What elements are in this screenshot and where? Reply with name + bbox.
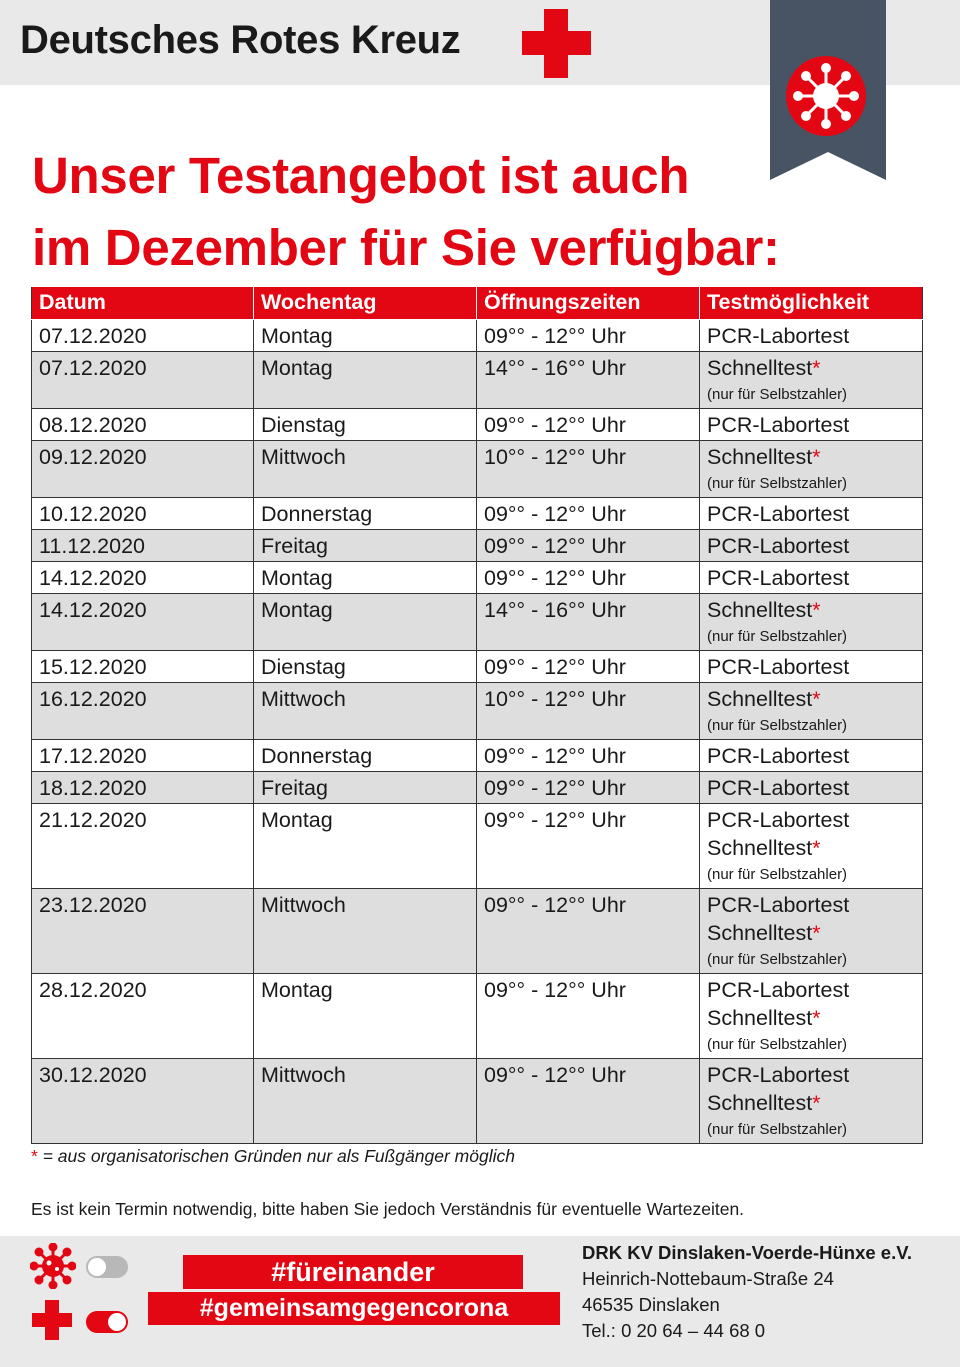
asterisk-mark: * — [812, 1005, 821, 1030]
self-payer-note: (nur für Selbstzahler) — [707, 1120, 848, 1138]
test-type-label: Schnelltest — [707, 686, 813, 711]
date-cell: 09.12.2020 — [32, 440, 254, 497]
test-type-label: Schnelltest — [707, 597, 813, 622]
test-type-label: PCR-Labortest — [707, 743, 850, 768]
address-name: DRK KV Dinslaken-Voerde-Hünxe e.V. — [582, 1242, 913, 1263]
test-type-cell — [700, 408, 923, 440]
test-type-cell — [700, 888, 923, 973]
hours-cell: 09°° - 12°° Uhr — [477, 888, 700, 973]
weekday-cell: Dienstag — [254, 408, 477, 440]
test-type-label: Schnelltest — [707, 835, 813, 860]
hours-cell: 09°° - 12°° Uhr — [477, 561, 700, 593]
hashtag-gemeinsamgegencorona: #gemeinsamgegencorona — [148, 1292, 560, 1325]
test-type-label: PCR-Labortest — [707, 565, 850, 590]
date-cell: 21.12.2020 — [32, 803, 254, 888]
test-type-cell — [700, 973, 923, 1058]
hours-cell: 10°° - 12°° Uhr — [477, 440, 700, 497]
test-type-line — [707, 564, 915, 592]
test-type-cell — [700, 561, 923, 593]
test-type-line — [707, 774, 915, 802]
test-type-label: PCR-Labortest — [707, 977, 850, 1002]
test-type-line — [707, 443, 915, 471]
test-type-label: Schnelltest — [707, 355, 813, 380]
test-type-line — [707, 322, 915, 350]
test-type-line — [707, 653, 915, 681]
table-row — [32, 351, 923, 408]
date-cell: 10.12.2020 — [32, 497, 254, 529]
test-type-label: PCR-Labortest — [707, 1062, 850, 1087]
hours-cell: 14°° - 16°° Uhr — [477, 351, 700, 408]
table-row — [32, 973, 923, 1058]
test-type-cell — [700, 319, 923, 351]
weekday-cell: Montag — [254, 593, 477, 650]
table-header-row — [32, 287, 923, 319]
test-type-cell — [700, 497, 923, 529]
table-row — [32, 771, 923, 803]
virus-icon — [30, 1243, 76, 1289]
weekday-cell: Montag — [254, 351, 477, 408]
table-row — [32, 682, 923, 739]
red-cross-small-icon — [32, 1300, 72, 1340]
table-row — [32, 319, 923, 351]
test-type-label: PCR-Labortest — [707, 654, 850, 679]
hours-cell: 09°° - 12°° Uhr — [477, 803, 700, 888]
test-type-label: Schnelltest — [707, 1090, 813, 1115]
self-payer-note: (nur für Selbstzahler) — [707, 865, 848, 883]
column-header-date: Datum — [32, 287, 254, 319]
weekday-cell: Dienstag — [254, 650, 477, 682]
weekday-cell: Mittwoch — [254, 888, 477, 973]
test-type-label: PCR-Labortest — [707, 533, 850, 558]
asterisk-mark: * — [812, 835, 821, 860]
footnote — [31, 1146, 515, 1167]
test-type-line — [707, 500, 915, 528]
table-row — [32, 529, 923, 561]
test-type-line — [707, 1004, 915, 1032]
date-cell: 15.12.2020 — [32, 650, 254, 682]
date-cell: 08.12.2020 — [32, 408, 254, 440]
test-type-line — [707, 891, 915, 919]
date-cell: 28.12.2020 — [32, 973, 254, 1058]
footnote-text: = aus organisatorischen Gründen nur als Fußgänger möglich — [42, 1146, 515, 1166]
hours-cell: 09°° - 12°° Uhr — [477, 771, 700, 803]
address-block — [582, 1240, 912, 1344]
hours-cell: 09°° - 12°° Uhr — [477, 650, 700, 682]
test-type-line — [707, 742, 915, 770]
table-row — [32, 593, 923, 650]
weekday-cell: Donnerstag — [254, 497, 477, 529]
table-row — [32, 497, 923, 529]
weekday-cell: Freitag — [254, 771, 477, 803]
asterisk-mark: * — [812, 597, 821, 622]
hours-cell: 09°° - 12°° Uhr — [477, 408, 700, 440]
address-city: 46535 Dinslaken — [582, 1294, 720, 1315]
asterisk-mark: * — [812, 686, 821, 711]
date-cell: 16.12.2020 — [32, 682, 254, 739]
address-street: Heinrich-Nottebaum-Straße 24 — [582, 1268, 834, 1289]
toggle-on-icon — [86, 1311, 128, 1333]
table-row — [32, 888, 923, 973]
test-type-line — [707, 1089, 915, 1117]
headline — [32, 140, 780, 284]
test-type-cell — [700, 771, 923, 803]
self-payer-note: (nur für Selbstzahler) — [707, 627, 848, 645]
weekday-cell: Montag — [254, 803, 477, 888]
weekday-cell: Montag — [254, 319, 477, 351]
test-type-cell — [700, 351, 923, 408]
weekday-cell: Donnerstag — [254, 739, 477, 771]
test-type-label: Schnelltest — [707, 920, 813, 945]
red-cross-icon — [522, 9, 591, 78]
date-cell: 14.12.2020 — [32, 593, 254, 650]
table-row — [32, 561, 923, 593]
date-cell: 07.12.2020 — [32, 351, 254, 408]
self-payer-note: (nur für Selbstzahler) — [707, 385, 848, 403]
test-type-label: PCR-Labortest — [707, 323, 850, 348]
table-row — [32, 650, 923, 682]
date-cell: 11.12.2020 — [32, 529, 254, 561]
date-cell: 18.12.2020 — [32, 771, 254, 803]
schedule-body — [32, 319, 923, 1143]
asterisk-mark: * — [812, 920, 821, 945]
footnote-asterisk: * — [31, 1146, 38, 1166]
self-payer-note: (nur für Selbstzahler) — [707, 716, 848, 734]
test-type-cell — [700, 593, 923, 650]
hours-cell: 09°° - 12°° Uhr — [477, 529, 700, 561]
test-type-cell — [700, 650, 923, 682]
test-type-label: PCR-Labortest — [707, 892, 850, 917]
test-type-cell — [700, 682, 923, 739]
hours-cell: 10°° - 12°° Uhr — [477, 682, 700, 739]
test-type-label: PCR-Labortest — [707, 807, 850, 832]
weekday-cell: Mittwoch — [254, 1058, 477, 1143]
hashtag-fureinander: #füreinander — [183, 1255, 523, 1289]
self-payer-note: (nur für Selbstzahler) — [707, 474, 848, 492]
hours-cell: 14°° - 16°° Uhr — [477, 593, 700, 650]
column-header-test-type: Testmöglichkeit — [700, 287, 923, 319]
test-type-line — [707, 806, 915, 834]
hours-cell: 09°° - 12°° Uhr — [477, 739, 700, 771]
org-name: Deutsches Rotes Kreuz — [20, 18, 461, 62]
date-cell: 23.12.2020 — [32, 888, 254, 973]
table-row — [32, 803, 923, 888]
date-cell: 17.12.2020 — [32, 739, 254, 771]
test-type-label: PCR-Labortest — [707, 412, 850, 437]
virus-ribbon — [770, 0, 886, 180]
table-row — [32, 1058, 923, 1143]
test-type-cell — [700, 440, 923, 497]
test-type-line — [707, 532, 915, 560]
test-type-line — [707, 976, 915, 1004]
asterisk-mark: * — [812, 355, 821, 380]
test-type-line — [707, 411, 915, 439]
test-type-label: PCR-Labortest — [707, 501, 850, 526]
weekday-cell: Montag — [254, 973, 477, 1058]
test-type-cell — [700, 529, 923, 561]
weekday-cell: Mittwoch — [254, 682, 477, 739]
test-type-label: Schnelltest — [707, 444, 813, 469]
test-type-cell — [700, 1058, 923, 1143]
test-type-line — [707, 1061, 915, 1089]
test-type-line — [707, 685, 915, 713]
hours-cell: 09°° - 12°° Uhr — [477, 973, 700, 1058]
column-header-hours: Öffnungszeiten — [477, 287, 700, 319]
test-type-line — [707, 354, 915, 382]
hours-cell: 09°° - 12°° Uhr — [477, 319, 700, 351]
test-type-label: Schnelltest — [707, 1005, 813, 1030]
test-type-line — [707, 596, 915, 624]
hours-cell: 09°° - 12°° Uhr — [477, 497, 700, 529]
hours-cell: 09°° - 12°° Uhr — [477, 1058, 700, 1143]
weekday-cell: Freitag — [254, 529, 477, 561]
info-text: Es ist kein Termin notwendig, bitte haben Sie jedoch Verständnis für eventuelle Wartezeiten. — [31, 1199, 745, 1219]
weekday-cell: Montag — [254, 561, 477, 593]
headline-line-1: Unser Testangebot ist auch — [32, 147, 690, 204]
column-header-weekday: Wochentag — [254, 287, 477, 319]
table-row — [32, 408, 923, 440]
schedule-table — [31, 287, 923, 1144]
test-type-line — [707, 834, 915, 862]
date-cell: 14.12.2020 — [32, 561, 254, 593]
virus-badge-icon — [770, 0, 886, 180]
headline-line-2: im Dezember für Sie verfügbar: — [32, 219, 780, 276]
test-type-cell — [700, 739, 923, 771]
self-payer-note: (nur für Selbstzahler) — [707, 950, 848, 968]
weekday-cell: Mittwoch — [254, 440, 477, 497]
address-phone: Tel.: 0 20 64 – 44 68 0 — [582, 1320, 766, 1341]
test-type-line — [707, 919, 915, 947]
asterisk-mark: * — [812, 1090, 821, 1115]
table-row — [32, 739, 923, 771]
table-row — [32, 440, 923, 497]
self-payer-note: (nur für Selbstzahler) — [707, 1035, 848, 1053]
test-type-cell — [700, 803, 923, 888]
date-cell: 30.12.2020 — [32, 1058, 254, 1143]
asterisk-mark: * — [812, 444, 821, 469]
toggle-off-icon — [86, 1256, 128, 1278]
test-type-label: PCR-Labortest — [707, 775, 850, 800]
date-cell: 07.12.2020 — [32, 319, 254, 351]
